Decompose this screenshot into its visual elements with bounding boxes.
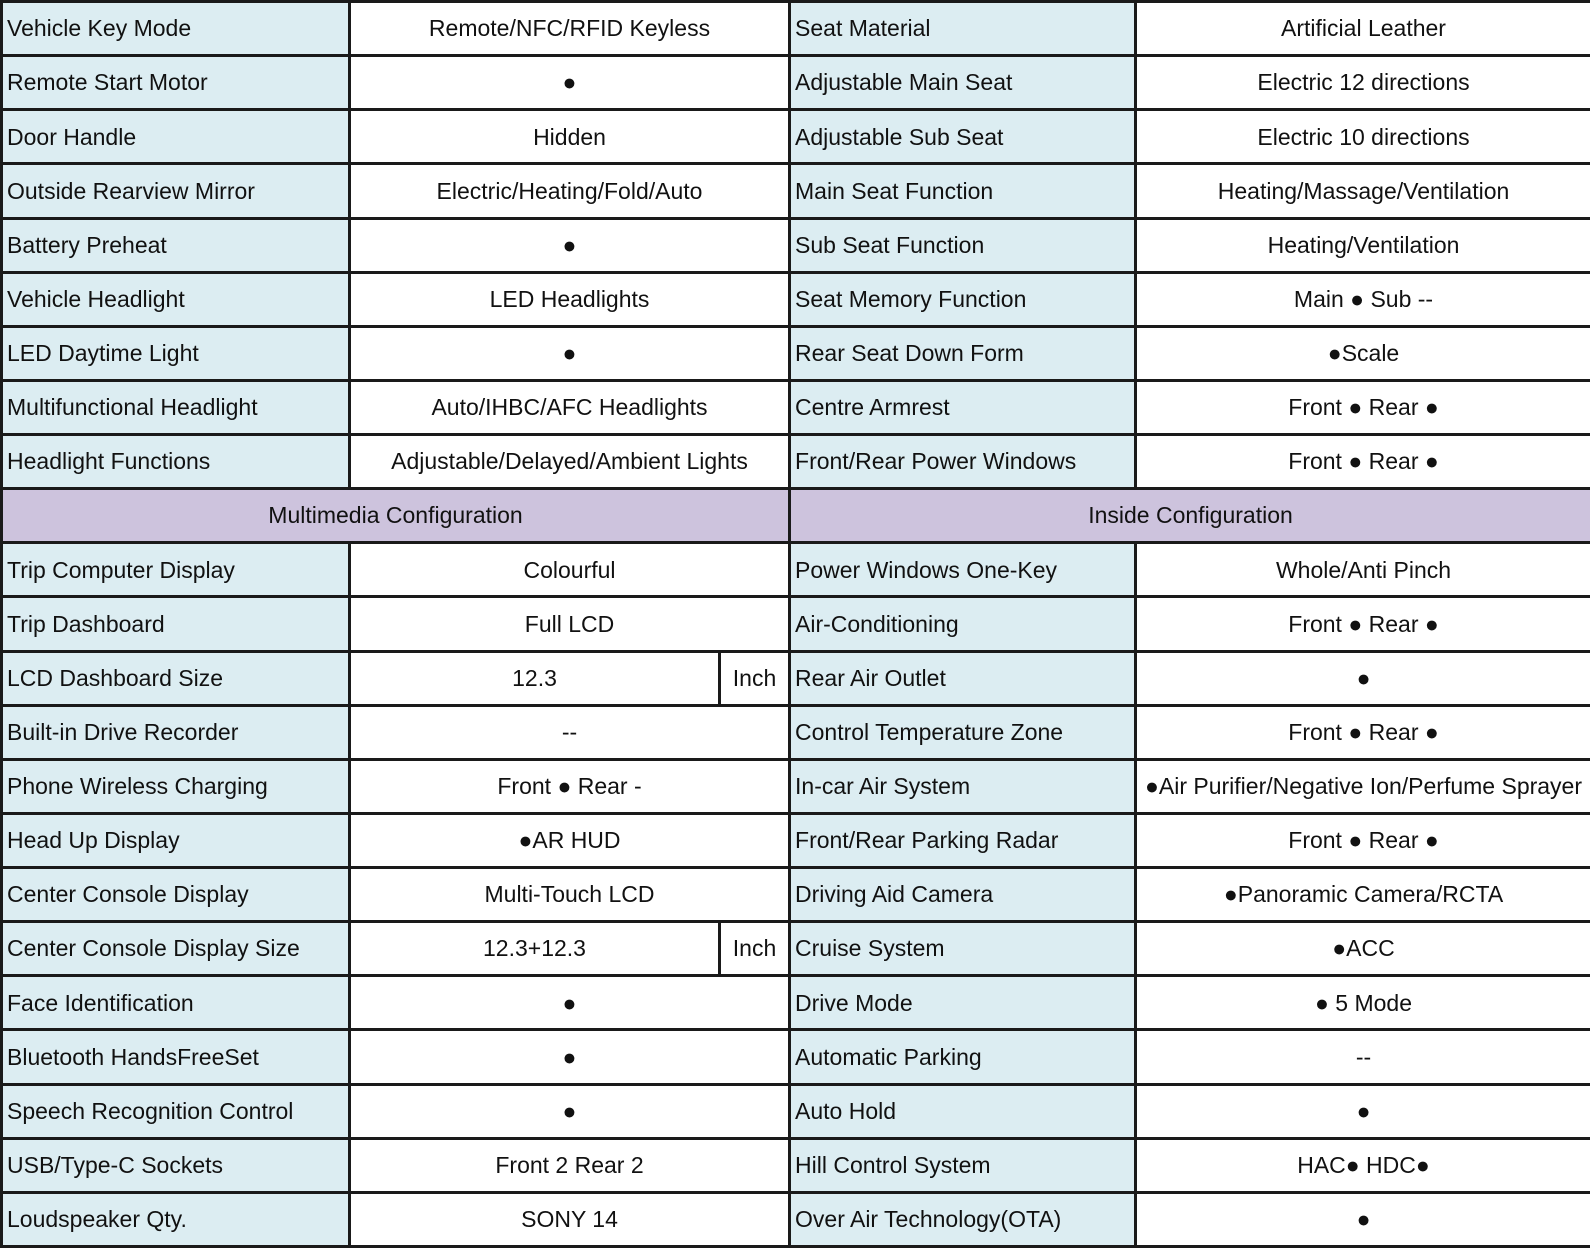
- spec-label: Door Handle: [2, 110, 350, 164]
- spec-label: Sub Seat Function: [790, 218, 1136, 272]
- spec-label: Head Up Display: [2, 813, 350, 867]
- spec-value: --: [1136, 1030, 1590, 1084]
- spec-label: Front/Rear Parking Radar: [790, 813, 1136, 867]
- spec-label: Built-in Drive Recorder: [2, 705, 350, 759]
- table-row: [2, 218, 1590, 272]
- table-row: [2, 1084, 1590, 1138]
- spec-value: Main ● Sub --: [1136, 272, 1590, 326]
- spec-value: 12.3: [350, 651, 720, 705]
- table-row: [2, 868, 1590, 922]
- spec-value: 12.3+12.3: [350, 922, 720, 976]
- table-row: [2, 110, 1590, 164]
- spec-label: Adjustable Sub Seat: [790, 110, 1136, 164]
- table-row: [2, 543, 1590, 597]
- spec-label: Front/Rear Power Windows: [790, 435, 1136, 489]
- table-row: [2, 272, 1590, 326]
- spec-label: Face Identification: [2, 976, 350, 1030]
- spec-value: ●: [350, 326, 790, 380]
- spec-value: HAC● HDC●: [1136, 1138, 1590, 1192]
- spec-value: ●: [1136, 651, 1590, 705]
- spec-label: Battery Preheat: [2, 218, 350, 272]
- spec-value: ●: [350, 976, 790, 1030]
- spec-value: Whole/Anti Pinch: [1136, 543, 1590, 597]
- spec-label: Centre Armrest: [790, 380, 1136, 434]
- spec-label: Power Windows One-Key: [790, 543, 1136, 597]
- spec-label: Air-Conditioning: [790, 597, 1136, 651]
- table-row: [2, 380, 1590, 434]
- table-row: [2, 326, 1590, 380]
- spec-label: Rear Seat Down Form: [790, 326, 1136, 380]
- spec-label: In-car Air System: [790, 759, 1136, 813]
- spec-value: Artificial Leather: [1136, 2, 1590, 56]
- spec-label: Center Console Display Size: [2, 922, 350, 976]
- spec-label: Seat Memory Function: [790, 272, 1136, 326]
- spec-value: Front ● Rear ●: [1136, 435, 1590, 489]
- table-row: [2, 813, 1590, 867]
- spec-label: Phone Wireless Charging: [2, 759, 350, 813]
- spec-label: Remote Start Motor: [2, 56, 350, 110]
- spec-value: ●Scale: [1136, 326, 1590, 380]
- spec-value: LED Headlights: [350, 272, 790, 326]
- table-row: [2, 1192, 1590, 1246]
- spec-label: Over Air Technology(OTA): [790, 1192, 1136, 1246]
- table-row: [2, 705, 1590, 759]
- spec-value: Multi-Touch LCD: [350, 868, 790, 922]
- spec-label: Speech Recognition Control: [2, 1084, 350, 1138]
- spec-value: Electric 10 directions: [1136, 110, 1590, 164]
- spec-value: Hidden: [350, 110, 790, 164]
- spec-value: ● 5 Mode: [1136, 976, 1590, 1030]
- spec-value: Colourful: [350, 543, 790, 597]
- spec-label: LED Daytime Light: [2, 326, 350, 380]
- spec-label: Headlight Functions: [2, 435, 350, 489]
- table-row: [2, 56, 1590, 110]
- spec-value: ●AR HUD: [350, 813, 790, 867]
- table-row: [2, 1138, 1590, 1192]
- spec-label: Loudspeaker Qty.: [2, 1192, 350, 1246]
- table-row: [2, 435, 1590, 489]
- spec-label: Vehicle Key Mode: [2, 2, 350, 56]
- spec-label: Bluetooth HandsFreeSet: [2, 1030, 350, 1084]
- spec-label: Cruise System: [790, 922, 1136, 976]
- spec-value: Electric 12 directions: [1136, 56, 1590, 110]
- spec-value: ●: [350, 56, 790, 110]
- spec-label: Main Seat Function: [790, 164, 1136, 218]
- section-header-row: [2, 489, 1590, 543]
- spec-value: ●: [350, 1030, 790, 1084]
- spec-value: Adjustable/Delayed/Ambient Lights: [350, 435, 790, 489]
- spec-label: Hill Control System: [790, 1138, 1136, 1192]
- spec-label: Adjustable Main Seat: [790, 56, 1136, 110]
- table-row: [2, 976, 1590, 1030]
- spec-value: Heating/Massage/Ventilation: [1136, 164, 1590, 218]
- spec-label: Trip Computer Display: [2, 543, 350, 597]
- spec-label: Trip Dashboard: [2, 597, 350, 651]
- spec-value: ●ACC: [1136, 922, 1590, 976]
- table-row: [2, 597, 1590, 651]
- spec-table-body: [2, 2, 1590, 1247]
- spec-label: Rear Air Outlet: [790, 651, 1136, 705]
- spec-value: Full LCD: [350, 597, 790, 651]
- table-row: [2, 651, 1590, 705]
- spec-value: Front 2 Rear 2: [350, 1138, 790, 1192]
- spec-value: ●: [350, 218, 790, 272]
- table-row: [2, 164, 1590, 218]
- spec-value: Front ● Rear ●: [1136, 597, 1590, 651]
- spec-label: Auto Hold: [790, 1084, 1136, 1138]
- spec-value: ●: [350, 1084, 790, 1138]
- spec-unit: Inch: [720, 651, 790, 705]
- table-row: [2, 759, 1590, 813]
- spec-value: ●: [1136, 1084, 1590, 1138]
- spec-label: Center Console Display: [2, 868, 350, 922]
- spec-label: Driving Aid Camera: [790, 868, 1136, 922]
- table-row: [2, 1030, 1590, 1084]
- spec-value: Front ● Rear ●: [1136, 813, 1590, 867]
- spec-label: Seat Material: [790, 2, 1136, 56]
- spec-value: Remote/NFC/RFID Keyless: [350, 2, 790, 56]
- section-title-multimedia: Multimedia Configuration: [2, 489, 790, 543]
- spec-unit: Inch: [720, 922, 790, 976]
- spec-value: Heating/Ventilation: [1136, 218, 1590, 272]
- table-row: [2, 2, 1590, 56]
- spec-label: Automatic Parking: [790, 1030, 1136, 1084]
- spec-label: Drive Mode: [790, 976, 1136, 1030]
- spec-label: Multifunctional Headlight: [2, 380, 350, 434]
- spec-label: USB/Type-C Sockets: [2, 1138, 350, 1192]
- spec-value: Electric/Heating/Fold/Auto: [350, 164, 790, 218]
- spec-value: Front ● Rear -: [350, 759, 790, 813]
- spec-value: SONY 14: [350, 1192, 790, 1246]
- spec-value: Auto/IHBC/AFC Headlights: [350, 380, 790, 434]
- spec-label: LCD Dashboard Size: [2, 651, 350, 705]
- spec-value: ●Air Purifier/Negative Ion/Perfume Sprayer: [1136, 759, 1590, 813]
- spec-value: Front ● Rear ●: [1136, 705, 1590, 759]
- spec-value: --: [350, 705, 790, 759]
- section-title-inside: Inside Configuration: [790, 489, 1590, 543]
- spec-value: Front ● Rear ●: [1136, 380, 1590, 434]
- spec-label: Vehicle Headlight: [2, 272, 350, 326]
- table-row: [2, 922, 1590, 976]
- spec-value: ●Panoramic Camera/RCTA: [1136, 868, 1590, 922]
- spec-label: Control Temperature Zone: [790, 705, 1136, 759]
- spec-value: ●: [1136, 1192, 1590, 1246]
- spec-label: Outside Rearview Mirror: [2, 164, 350, 218]
